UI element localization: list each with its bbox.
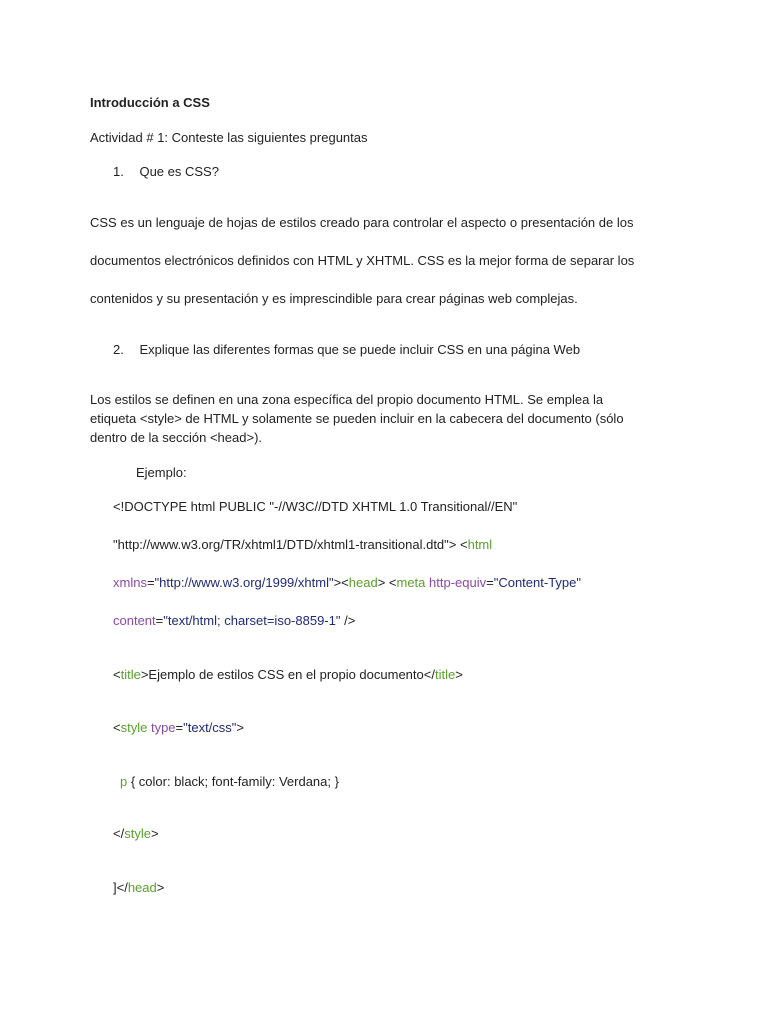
code-title-tag: title	[120, 667, 141, 682]
activity-heading: Actividad # 1: Conteste las siguientes preguntas	[90, 130, 368, 145]
document-title: Introducción a CSS	[90, 95, 210, 110]
code-title-close-tag: title	[434, 667, 456, 682]
code-css-declarations: { color: black; font-family: Verdana; }	[127, 774, 339, 789]
answer-1-line: documentos electrónicos definidos con HTML y XHTML. CSS es la mejor forma de separar los	[90, 253, 635, 268]
code-line-head-close: ]</head>	[113, 880, 165, 895]
code-css-selector: p	[120, 774, 128, 789]
code-head-tag: head	[348, 575, 378, 590]
question-1	[113, 163, 219, 181]
code-line-css-rule	[120, 773, 339, 791]
code-style-tag: style	[120, 720, 148, 735]
question-2	[113, 341, 580, 359]
example-label: Ejemplo:	[136, 465, 187, 480]
code-line-title: <title>Ejemplo de estilos CSS en el propio documento</title>	[113, 667, 463, 682]
code-head-close-tag: head	[127, 880, 157, 895]
question-text: Explique las diferentes formas que se puede incluir CSS en una página Web	[139, 342, 581, 357]
answer-1-line: contenidos y su presentación y es imprescindible para crear páginas web complejas.	[90, 291, 578, 306]
code-html-tag: html	[467, 537, 493, 552]
question-number: 2.	[113, 342, 124, 357]
code-line-style-open: <style type="text/css">	[113, 720, 245, 735]
code-line-content: content="text/html; charset=iso-8859-1" />	[113, 613, 356, 628]
code-xmlns-value: "http://www.w3.org/1999/xhtml"	[154, 575, 334, 590]
code-xmlns-attr: xmlns	[113, 575, 147, 590]
code-content-attr: content	[113, 613, 156, 628]
question-number: 1.	[113, 164, 124, 179]
code-line-style-close: </style>	[113, 826, 159, 841]
code-title-text: Ejemplo de estilos CSS en el propio documento	[148, 667, 424, 682]
answer-2-line: Los estilos se definen en una zona específica del propio documento HTML. Se emplea la	[90, 392, 604, 407]
code-type-attr: type	[150, 720, 176, 735]
code-meta-tag: meta	[396, 575, 426, 590]
code-line-dtd: "http://www.w3.org/TR/xhtml1/DTD/xhtml1-transitional.dtd"> <html	[113, 537, 493, 552]
answer-1-line: CSS es un lenguaje de hojas de estilos creado para controlar el aspecto o presentación de los	[90, 215, 634, 230]
answer-2-line: dentro de la sección <head>).	[90, 430, 263, 445]
code-dtd-url: "http://www.w3.org/TR/xhtml1/DTD/xhtml1-transitional.dtd"	[113, 537, 449, 552]
code-line-doctype: <!DOCTYPE html PUBLIC "-//W3C//DTD XHTML 1.0 Transitional//EN"	[113, 499, 518, 514]
answer-2-line: etiqueta <style> de HTML y solamente se pueden incluir en la cabecera del documento (sólo	[90, 411, 624, 426]
question-text: Que es CSS?	[139, 164, 219, 179]
code-http-equiv-attr: http-equiv	[429, 575, 487, 590]
code-type-value: "text/css"	[183, 720, 237, 735]
code-http-equiv-value: "Content-Type"	[493, 575, 581, 590]
code-line-xmlns: xmlns="http://www.w3.org/1999/xhtml"><head> <meta http-equiv="Content-Type"	[113, 575, 581, 590]
code-content-value: "text/html; charset=iso-8859-1"	[163, 613, 341, 628]
code-style-close-tag: style	[124, 826, 151, 841]
